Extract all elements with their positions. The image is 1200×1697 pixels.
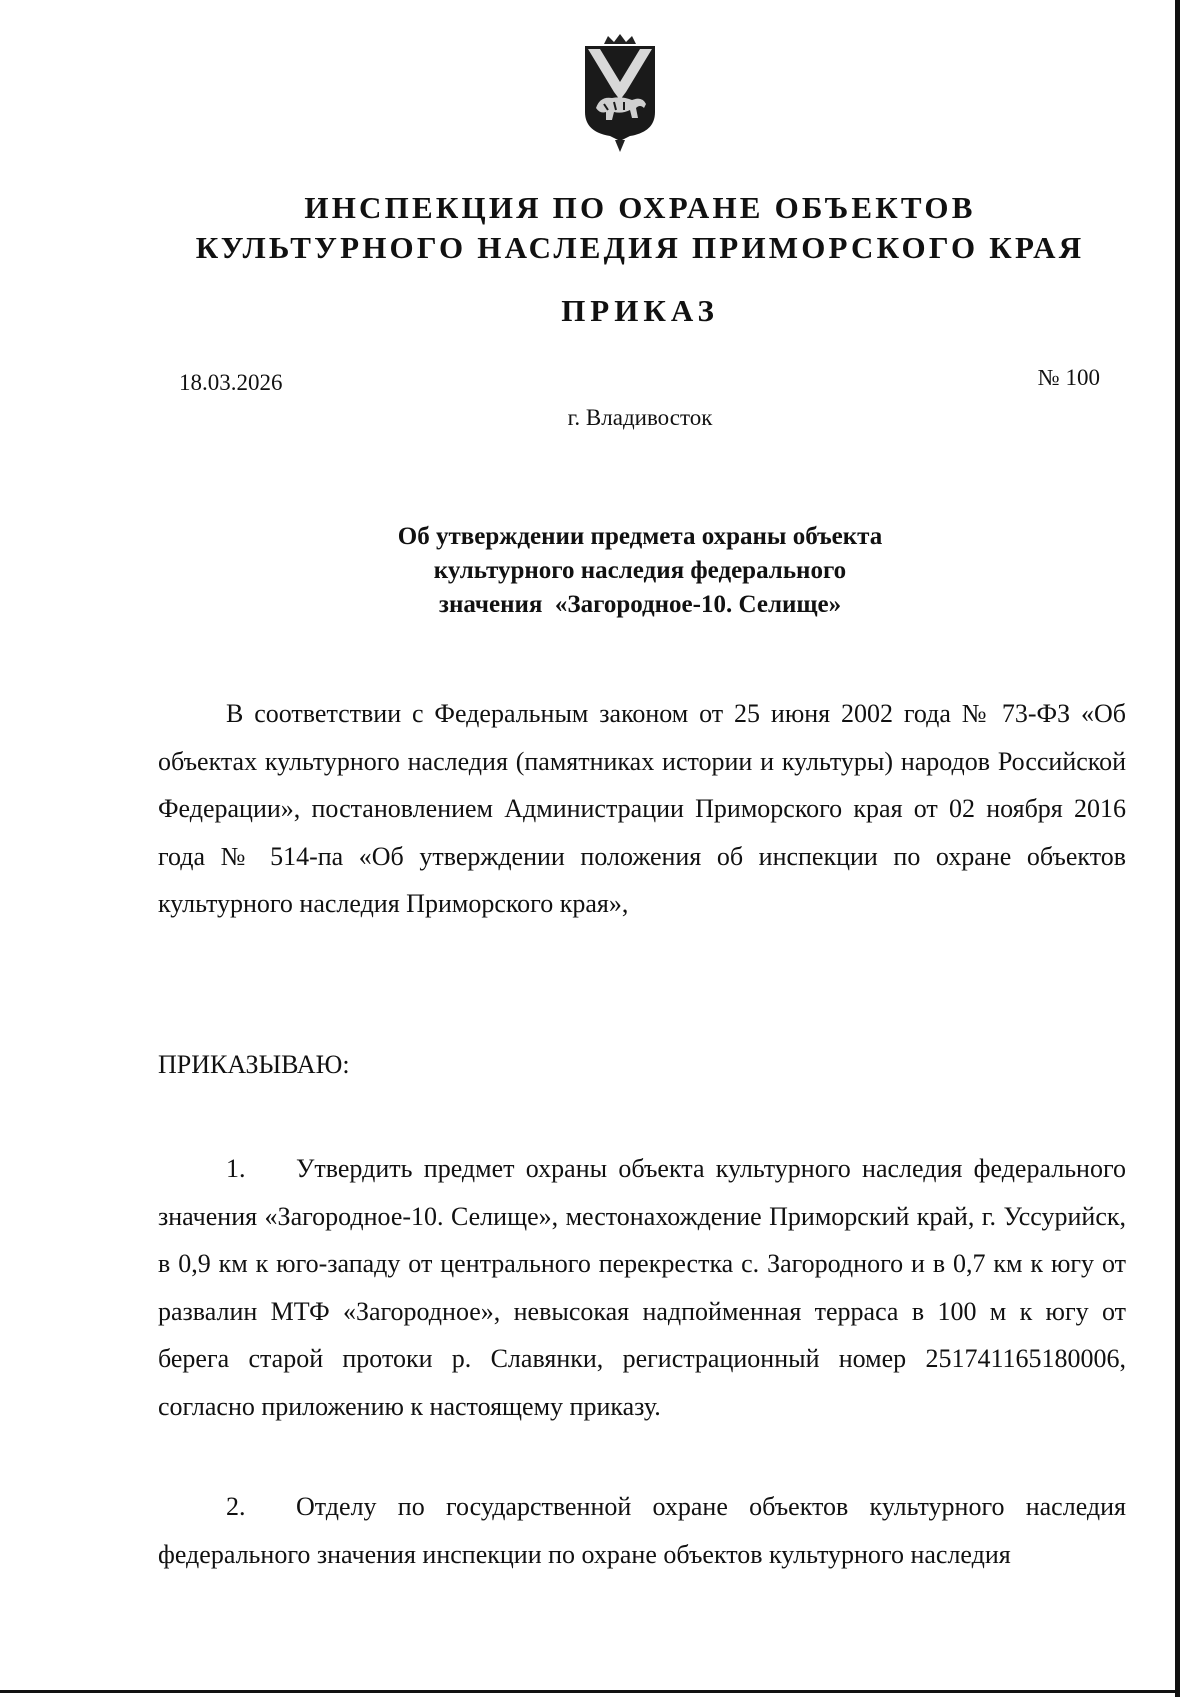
order-item-2-text: Отделу по государственной охране объектов культурного наследия федерального значения инспекции по охране объектов культурного наследия bbox=[158, 1492, 1126, 1569]
document-number: № 100 bbox=[1037, 365, 1100, 390]
preamble-paragraph: В соответствии с Федеральным законом от 25 июня 2002 года № 73-ФЗ «Об объектах культурного наследия (памятниках истории и культуры) народов Российской Федерации», постановлением Администрации Приморского края от 02 ноября 2016 года № 514-па «Об утверждении положения об инспекции по охране объектов культурного наследия Приморского края», bbox=[158, 699, 1126, 918]
coat-of-arms-icon bbox=[582, 34, 658, 154]
document-type: ПРИКАЗ bbox=[561, 293, 719, 328]
order-item-1-number: 1. bbox=[226, 1154, 246, 1183]
order-item-2 bbox=[158, 1483, 1126, 1578]
order-directive: ПРИКАЗЫВАЮ: bbox=[158, 1050, 350, 1079]
order-item-1 bbox=[158, 1145, 1126, 1430]
document-city: г. Владивосток bbox=[567, 405, 713, 430]
order-item-1-text: Утвердить предмет охраны объекта культурного наследия федерального значения «Загородное-10. Селище», местонахождение Приморский край, г. Уссурийск, в 0,9 км к юго-западу от центрального перекрестка с. Загородного и в 0,7 км к югу от развалин МТФ «Загородное», невысокая надпойменная терраса в 100 м к югу от берега старой протоки р. Славянки, регистрационный номер 251741165180006, согласно приложению к настоящему приказу. bbox=[158, 1154, 1126, 1421]
subject-line-3: значения «Загородное-10. Селище» bbox=[438, 591, 842, 618]
order-item-2-number: 2. bbox=[226, 1492, 246, 1521]
subject-line-1: Об утверждении предмета охраны объекта bbox=[397, 523, 883, 550]
organization-title-line-1: ИНСПЕКЦИЯ ПО ОХРАНЕ ОБЪЕКТОВ bbox=[304, 190, 976, 225]
organization-title-line-2: КУЛЬТУРНОГО НАСЛЕДИЯ ПРИМОРСКОГО КРАЯ bbox=[195, 230, 1085, 265]
document-date: 18.03.2026 bbox=[179, 370, 283, 395]
subject-line-2: культурного наследия федерального bbox=[433, 557, 847, 584]
scan-edge-bottom bbox=[0, 1690, 1180, 1693]
document-subject bbox=[0, 520, 1200, 622]
